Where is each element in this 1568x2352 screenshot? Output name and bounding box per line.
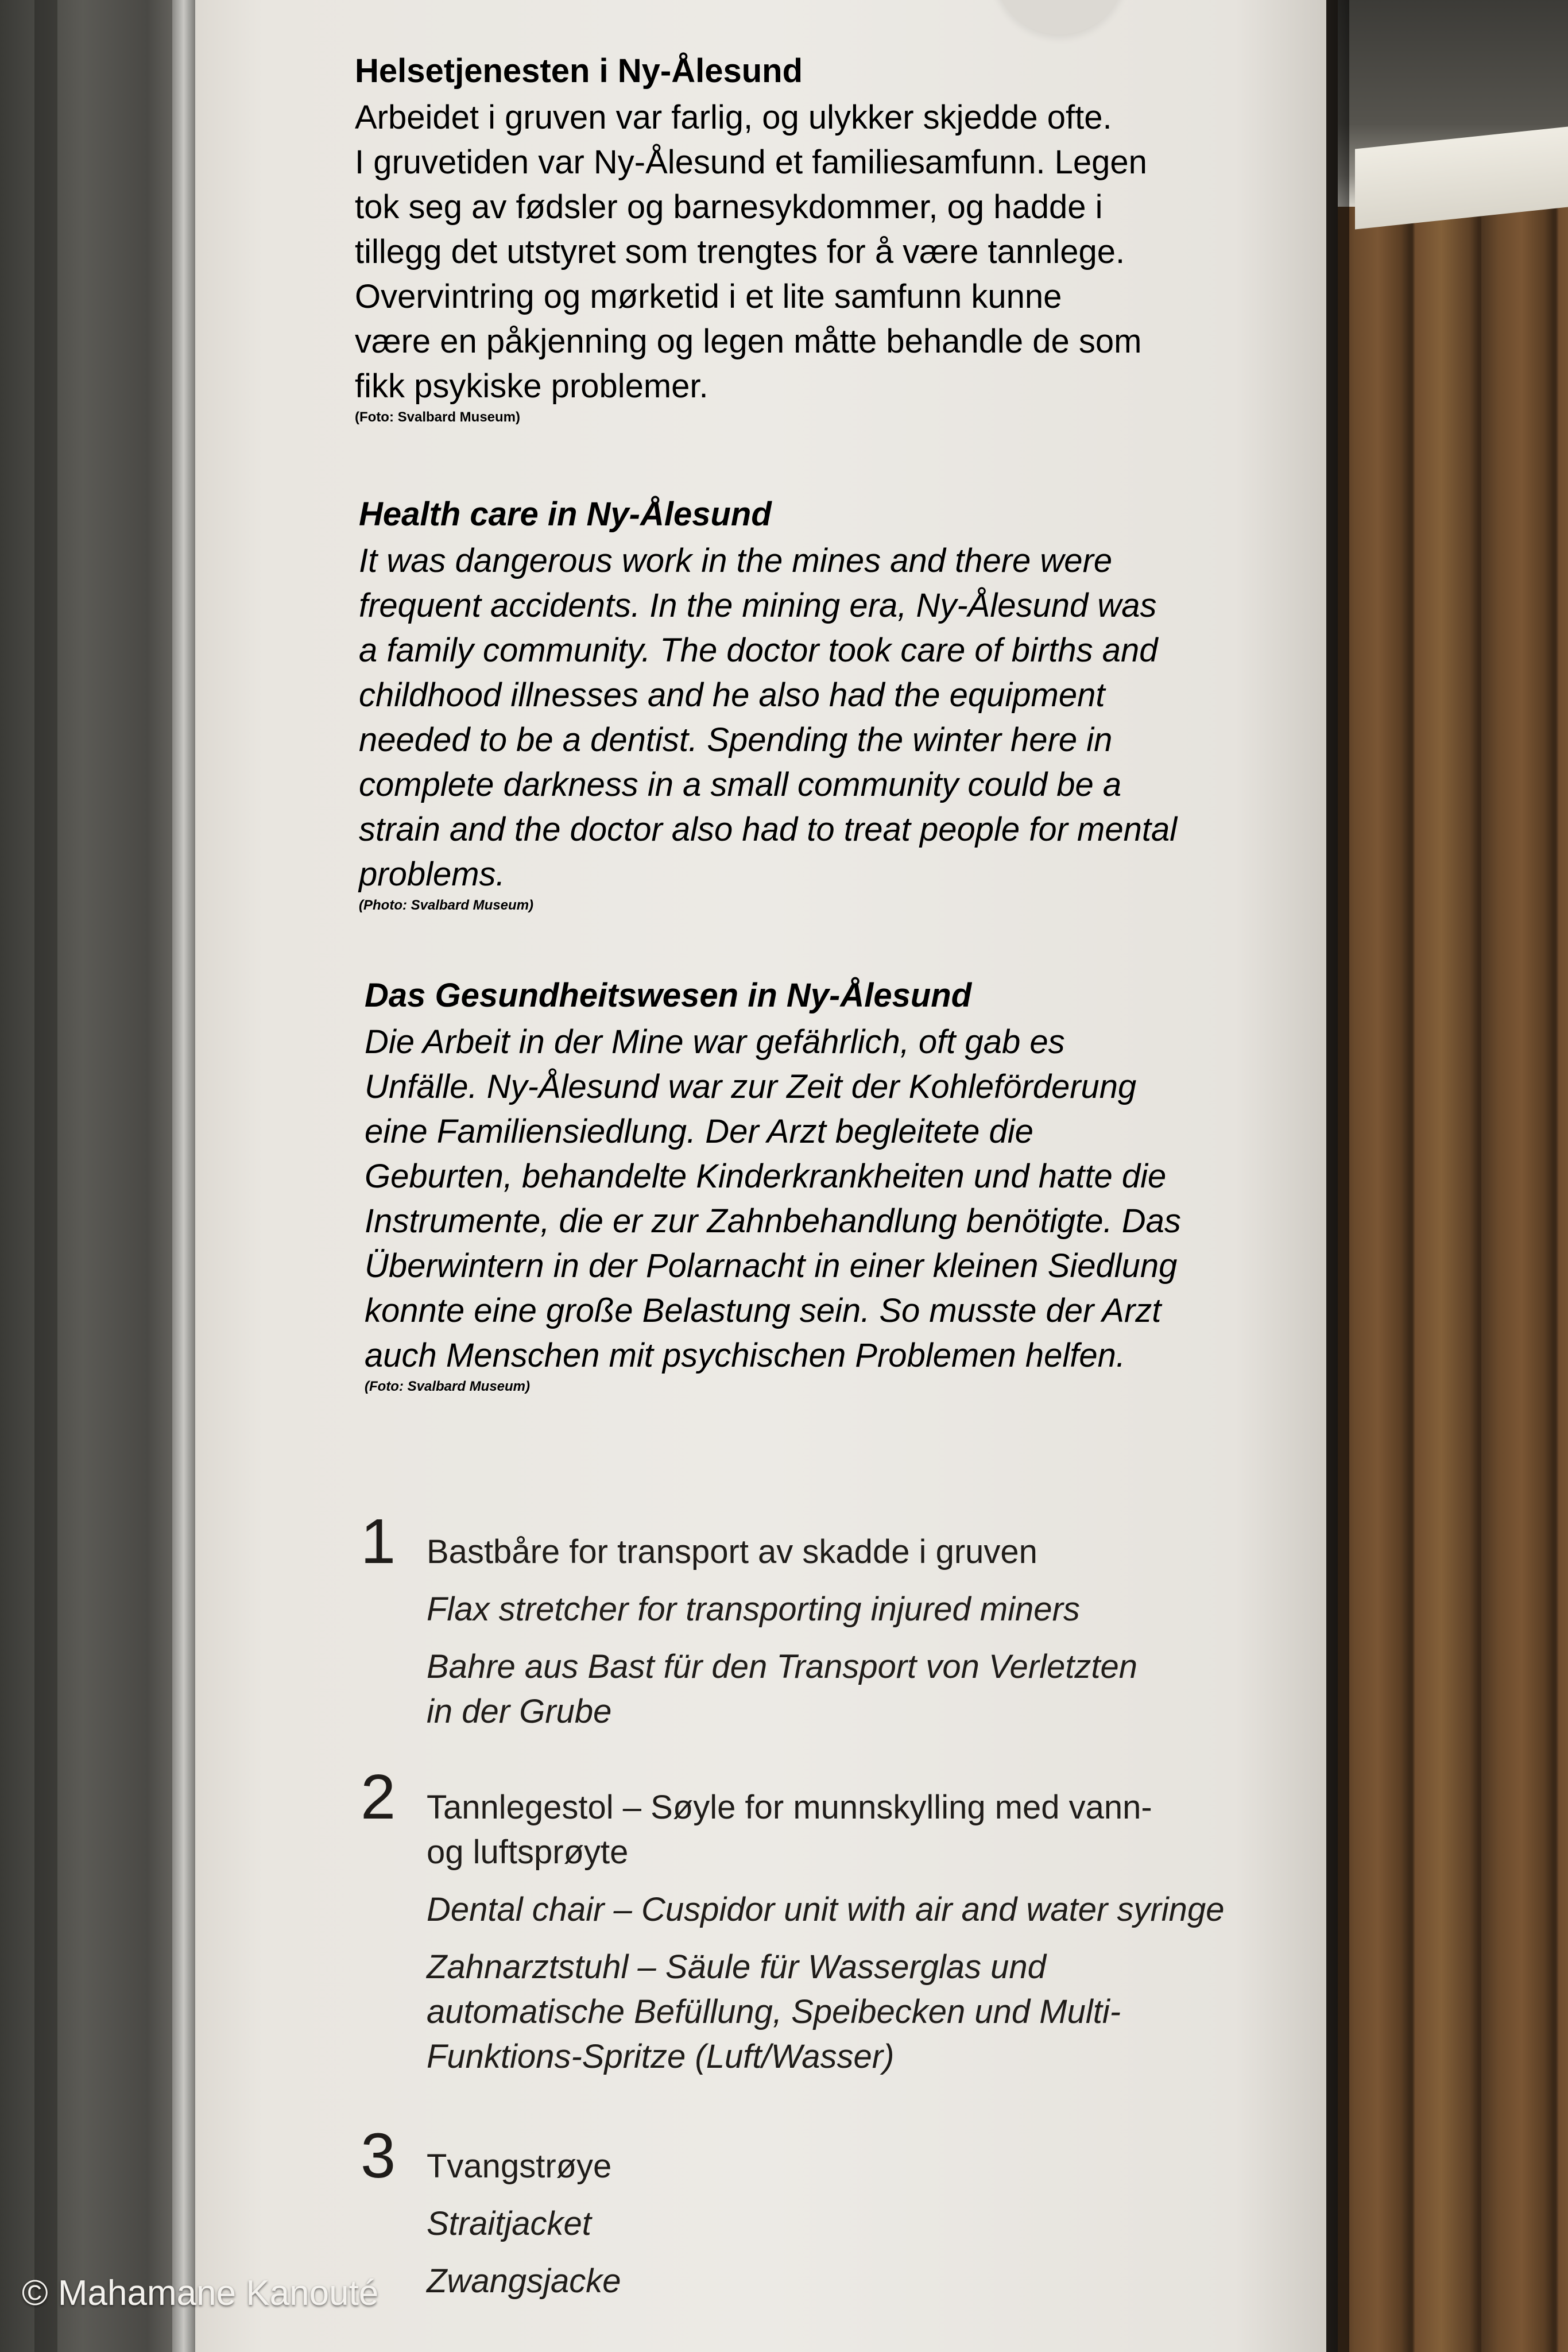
- item-norwegian-line: Bastbåre for transport av skadde i gruven: [427, 1533, 1037, 1570]
- item-number: 3: [361, 2121, 396, 2191]
- german-title: Das Gesundheitswesen in Ny-Ålesund: [365, 977, 972, 1014]
- norwegian-line: tok seg av fødsler og barnesykdommer, og hadde i: [355, 188, 1103, 226]
- item-norwegian-line: Tvangstrøye: [427, 2148, 612, 2185]
- item-german: [427, 1945, 1322, 2079]
- german-line: Unfälle. Ny-Ålesund war zur Zeit der Kohleförderung: [365, 1068, 1137, 1105]
- item-german-line: automatische Befüllung, Speibecken und Multi-: [427, 1993, 1121, 2030]
- item-german-line: Zahnarztstuhl – Säule für Wasserglas und: [427, 1948, 1046, 1986]
- item-norwegian: [427, 2144, 1322, 2189]
- item-norwegian-line: og luftsprøyte: [427, 1833, 629, 1871]
- german-photo-credit: (Foto: Svalbard Museum): [365, 1379, 531, 1394]
- english-line: It was dangerous work in the mines and there were: [359, 542, 1113, 579]
- german-line: Instrumente, die er zur Zahnbehandlung benötigte. Das: [365, 1202, 1181, 1240]
- item-norwegian: [427, 1530, 1322, 1575]
- item-english-line: Dental chair – Cuspidor unit with air and water syringe: [427, 1891, 1225, 1928]
- left-glass-case: [0, 0, 184, 2352]
- item-descriptions: [427, 2144, 1322, 2316]
- panel-top-mount: [993, 0, 1125, 34]
- norwegian-line: fikk psykiske problemer.: [355, 368, 708, 405]
- norwegian-line: Arbeidet i gruven var farlig, og ulykker skjedde ofte.: [355, 99, 1112, 136]
- english-line: complete darkness in a small community could be a: [359, 766, 1122, 803]
- item-german: [427, 1645, 1322, 1734]
- norwegian-photo-credit: (Foto: Svalbard Museum): [355, 409, 521, 425]
- item-english-line: Straitjacket: [427, 2205, 591, 2242]
- german-line: Geburten, behandelte Kinderkrankheiten und hatte die: [365, 1158, 1167, 1195]
- norwegian-line: Overvintring og mørketid i et lite samfunn kunne: [355, 278, 1062, 315]
- item-english: [427, 2202, 1322, 2246]
- item-english-line: Flax stretcher for transporting injured miners: [427, 1591, 1080, 1628]
- english-line: frequent accidents. In the mining era, Ny-Ålesund was: [359, 587, 1157, 624]
- german-section: [365, 975, 1226, 1395]
- item-german: [427, 2259, 1322, 2304]
- wood-wall: [1338, 0, 1568, 2352]
- item-norwegian-line: Tannlegestol – Søyle for munnskylling med vann-: [427, 1789, 1152, 1826]
- german-body: [365, 1020, 1226, 1378]
- norwegian-line: tillegg det utstyret som trengtes for å være tannlege.: [355, 233, 1125, 270]
- item-number: 2: [361, 1762, 396, 1832]
- item-descriptions: [427, 1785, 1322, 2092]
- item-german-line: in der Grube: [427, 1693, 612, 1730]
- norwegian-title: Helsetjenesten i Ny-Ålesund: [355, 52, 803, 90]
- english-line: a family community. The doctor took care of births and: [359, 632, 1158, 669]
- german-line: eine Familiensiedlung. Der Arzt begleitete die: [365, 1113, 1033, 1150]
- german-line: Die Arbeit in der Mine war gefährlich, oft gab es: [365, 1023, 1065, 1061]
- exhibit-panel: [195, 0, 1326, 2352]
- norwegian-line: være en påkjenning og legen måtte behandle de som: [355, 323, 1142, 360]
- german-line: konnte eine große Belastung sein. So musste der Arzt: [365, 1292, 1162, 1329]
- german-line: auch Menschen mit psychischen Problemen helfen.: [365, 1337, 1126, 1374]
- english-line: problems.: [359, 856, 505, 893]
- item-german-line: Zwangsjacke: [427, 2262, 621, 2300]
- item-german-line: Funktions-Spritze (Luft/Wasser): [427, 2038, 895, 2075]
- german-line: Überwintern in der Polarnacht in einer kleinen Siedlung: [365, 1247, 1178, 1285]
- item-norwegian: [427, 1785, 1322, 1875]
- item-number: 1: [361, 1506, 396, 1577]
- left-glass-reflection: [34, 0, 57, 2352]
- photo-copyright: © Mahamane Kanouté: [22, 2273, 379, 2313]
- english-body: [359, 539, 1220, 897]
- item-english: [427, 1587, 1322, 1632]
- english-line: strain and the doctor also had to treat people for mental: [359, 811, 1178, 848]
- norwegian-section: [355, 51, 1216, 426]
- english-line: childhood illnesses and he also had the equipment: [359, 676, 1105, 714]
- english-title: Health care in Ny-Ålesund: [359, 496, 772, 533]
- item-english: [427, 1887, 1322, 1932]
- norwegian-line: I gruvetiden var Ny-Ålesund et familiesamfunn. Legen: [355, 144, 1147, 181]
- item-german-line: Bahre aus Bast für den Transport von Verletzten: [427, 1648, 1137, 1685]
- item-descriptions: [427, 1530, 1322, 1747]
- english-section: [359, 494, 1220, 914]
- english-line: needed to be a dentist. Spending the winter here in: [359, 721, 1113, 759]
- norwegian-body: [355, 95, 1216, 409]
- english-photo-credit: (Photo: Svalbard Museum): [359, 898, 534, 913]
- glass-edge: [172, 0, 195, 2352]
